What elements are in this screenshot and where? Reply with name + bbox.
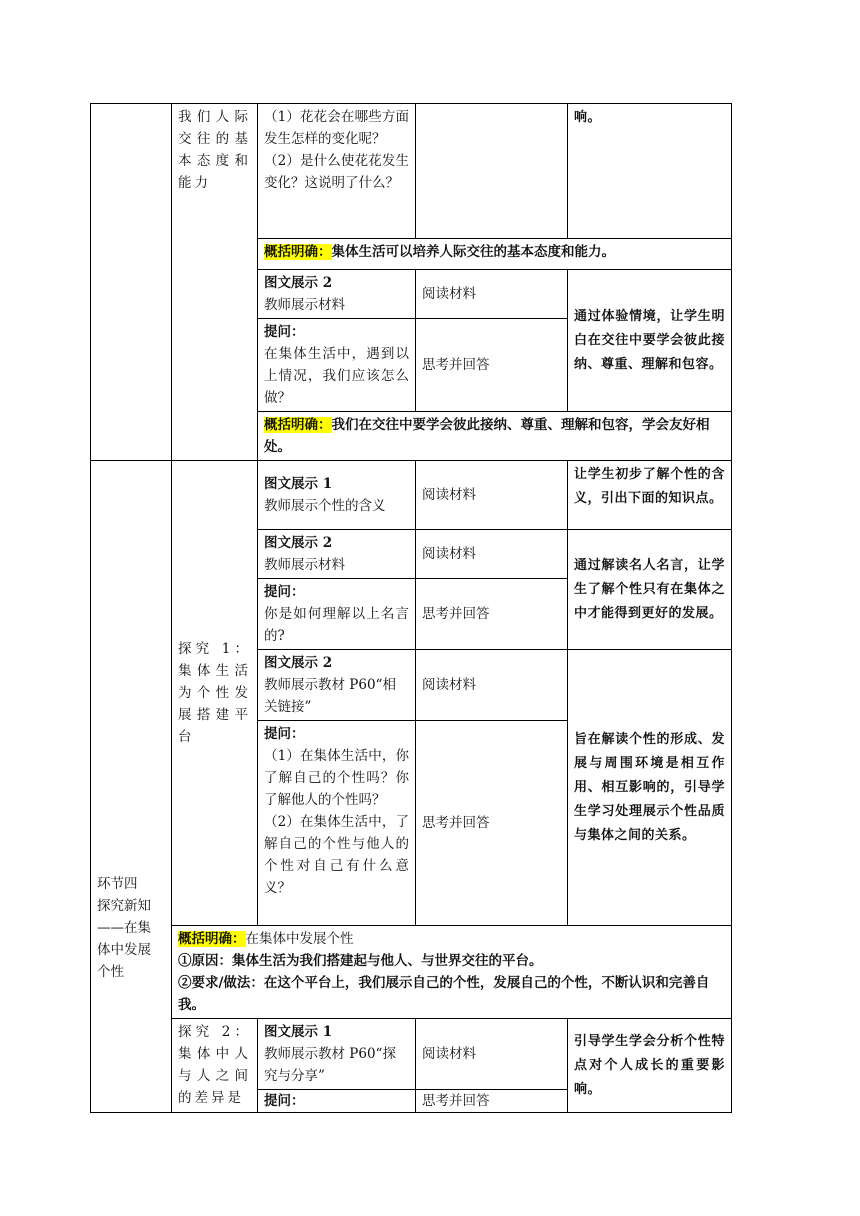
content-text: 教师展示个性的含义 (264, 498, 386, 514)
section-name-cell (91, 461, 172, 1113)
lesson-plan-table (90, 103, 732, 1113)
summary-line: ②要求/做法：在这个平台上，我们展示自己的个性，发展自己的个性，不断认识和完善自我。 (178, 975, 710, 1013)
activity-cell: 思考并回答 (416, 1090, 568, 1113)
activity-cell: 阅读材料 (416, 461, 568, 530)
activity-cell: 阅读材料 (416, 530, 568, 579)
activity-cell: 阅读材料 (416, 1019, 568, 1090)
section-name-line: 个性 (97, 964, 124, 980)
table-row (91, 1019, 732, 1090)
content-cell (258, 579, 416, 650)
content-cell (258, 270, 416, 319)
activity-cell: 思考并回答 (416, 721, 568, 926)
activity-cell: 阅读材料 (416, 270, 568, 319)
content-title: 提问： (258, 1090, 416, 1113)
topic-cell: 探究 2：集体中人与人之间的差异是 (172, 1019, 258, 1113)
content-cell (258, 721, 416, 926)
content-cell (258, 319, 416, 412)
content-cell (258, 461, 416, 530)
note-cell: 旨在解读个性的形成、发展与周围环境是相互作用、相互影响的，引导学生学习处理展示个性品质与集体之间的关系。 (568, 650, 732, 926)
section-name-line: 体中发展 (97, 942, 151, 958)
summary-line: ①原因：集体生活为我们搭建起与他人、与世界交往的平台。 (178, 953, 543, 969)
topic-cell: 我们人际交往的基本态度和能力 (172, 104, 258, 461)
section-name-line: ——在集 (97, 920, 151, 936)
table-row (91, 461, 732, 530)
note-cell: 引导学生学会分析个性特点对个人成长的重要影响。 (568, 1019, 732, 1113)
content-title: 图文展示 2 (264, 275, 333, 291)
question-1: （1）花花会在哪些方面发生怎样的变化呢？ (264, 109, 409, 147)
question-cell (258, 104, 416, 239)
question-1: （1）在集体生活中，你了解自己的个性吗？你了解他人的个性吗？ (264, 748, 409, 808)
summary-label: 概括明确： (264, 417, 332, 433)
section-name-line: 探究新知 (97, 898, 151, 914)
content-title: 提问： (264, 584, 305, 600)
summary-cell (258, 412, 732, 461)
content-cell (258, 650, 416, 721)
content-text: 在集体生活中，遇到以上情况，我们应该怎么做？ (264, 346, 409, 406)
section-name-line: 环节四 (97, 876, 138, 892)
summary-cell (258, 239, 732, 270)
activity-cell: 阅读材料 (416, 650, 568, 721)
section-cell-empty (91, 104, 172, 461)
content-text: 教师展示教材 P60“相关链接” (264, 677, 396, 715)
question-2: （2）是什么使花花发生变化？这说明了什么？ (264, 153, 409, 191)
content-title: 图文展示 2 (264, 655, 333, 671)
summary-title: 在集体中发展个性 (245, 931, 354, 947)
content-cell (258, 530, 416, 579)
summary-text: 集体生活可以培养人际交往的基本态度和能力。 (331, 244, 615, 260)
summary-label: 概括明确： (178, 931, 246, 947)
question-2: （2）在集体生活中，了解自己的个性与他人的个性对自己有什么意义？ (264, 814, 409, 896)
topic-cell: 探究 1：集体生活为个性发展搭建平台 (172, 461, 258, 926)
activity-cell: 思考并回答 (416, 579, 568, 650)
activity-cell: 思考并回答 (416, 319, 568, 412)
note-cell: 让学生初步了解个性的含义，引出下面的知识点。 (568, 461, 732, 530)
content-text: 教师展示材料 (264, 297, 345, 313)
note-cell: 通过体验情境，让学生明白在交往中要学会彼此接纳、尊重、理解和包容。 (568, 270, 732, 412)
table-row (91, 104, 732, 239)
summary-label: 概括明确： (264, 244, 332, 260)
content-title: 提问： (264, 324, 305, 340)
content-text: 你是如何理解以上名言的? (264, 606, 409, 644)
content-cell (258, 1019, 416, 1090)
table-row (91, 926, 732, 1019)
content-title: 图文展示 2 (264, 535, 333, 551)
content-text: 教师展示材料 (264, 557, 345, 573)
note-cell: 响。 (568, 104, 732, 239)
note-cell: 通过解读名人名言，让学生了解个性只有在集体之中才能得到更好的发展。 (568, 530, 732, 650)
content-text: 教师展示教材 P60“探究与分享” (264, 1046, 396, 1084)
summary-text: 我们在交往中要学会彼此接纳、尊重、理解和包容，学会友好相处。 (264, 417, 710, 455)
content-title: 图文展示 1 (264, 1024, 333, 1040)
content-title: 提问： (264, 726, 305, 742)
summary-cell (172, 926, 732, 1019)
content-title: 图文展示 1 (264, 476, 333, 492)
activity-cell-empty (416, 104, 568, 239)
